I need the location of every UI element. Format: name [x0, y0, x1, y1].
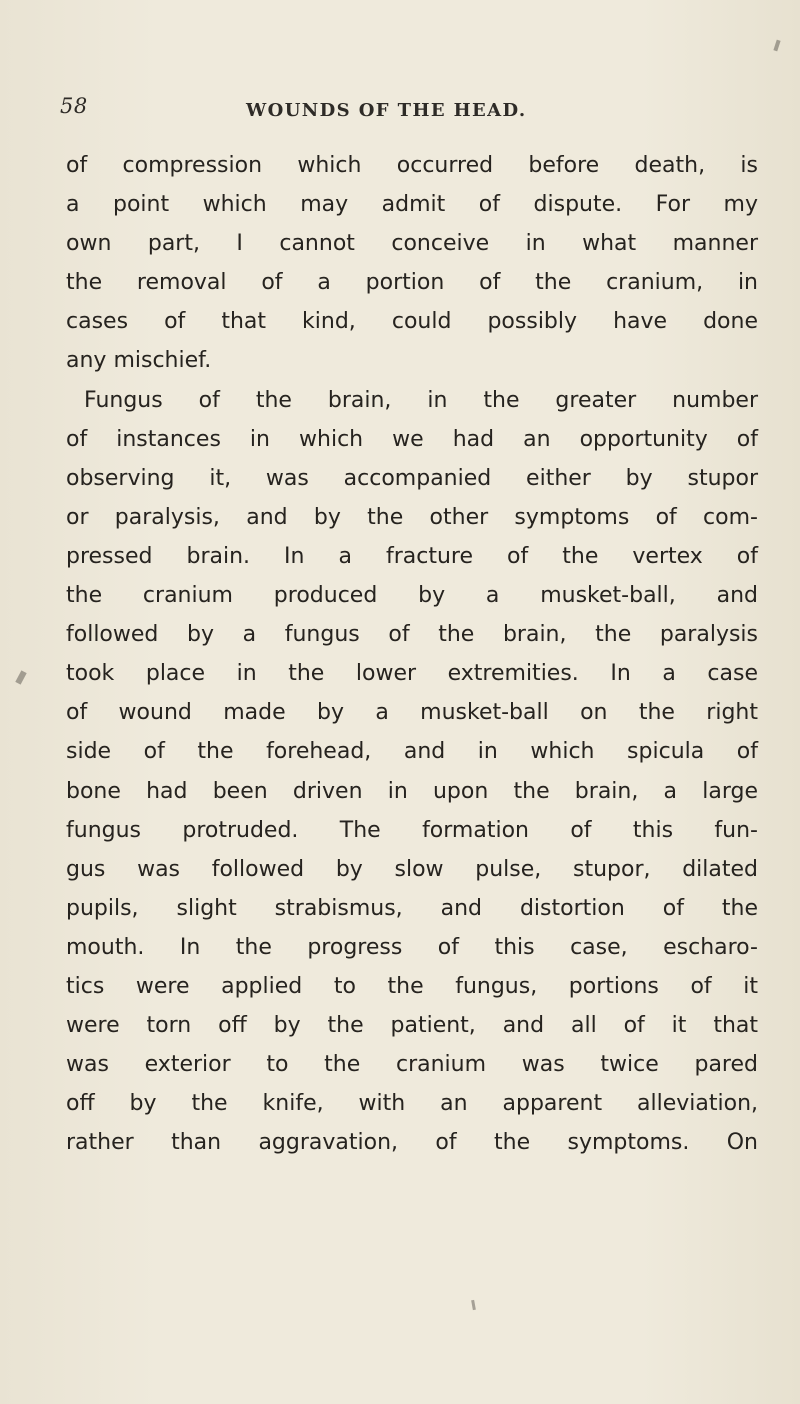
- text-line: pressed brain. In a fracture of the vertex of: [66, 543, 758, 569]
- text-line: side of the forehead, and in which spicula of: [66, 739, 758, 765]
- text-line: Fungus of the brain, in the greater number: [84, 387, 758, 413]
- text-line: cases of that kind, could possibly have done: [66, 309, 758, 335]
- body-text: [66, 146, 758, 1162]
- text-line: off by the knife, with an apparent alleviation,: [66, 1091, 758, 1117]
- running-title: WOUNDS OF THE HEAD.: [246, 100, 527, 121]
- paper-speck: [471, 1300, 476, 1310]
- text-line: bone had been driven in upon the brain, a large: [66, 778, 758, 804]
- text-line: was exterior to the cranium was twice pared: [66, 1052, 758, 1078]
- paper-speck: [15, 670, 26, 684]
- text-line: took place in the lower extremities. In a case: [66, 661, 758, 687]
- text-line: of compression which occurred before death, is: [66, 153, 758, 178]
- text-line: observing it, was accompanied either by stupor: [66, 465, 758, 491]
- text-line: own part, I cannot conceive in what manner: [66, 231, 758, 257]
- text-line: or paralysis, and by the other symptoms of com-: [66, 504, 758, 530]
- text-line: of wound made by a musket-ball on the right: [66, 700, 758, 726]
- page-number: 58: [60, 94, 88, 118]
- text-line: pupils, slight strabismus, and distortion of the: [66, 895, 758, 921]
- text-line: the removal of a portion of the cranium, in: [66, 270, 758, 296]
- text-line: a point which may admit of dispute. For my: [66, 192, 758, 218]
- text-line: mouth. In the progress of this case, escharo-: [66, 934, 758, 960]
- text-line: tics were applied to the fungus, portions of it: [66, 973, 758, 999]
- text-line: any mischief.: [66, 348, 212, 374]
- text-line: were torn off by the patient, and all of it that: [66, 1013, 758, 1039]
- text-line: of instances in which we had an opportunity of: [66, 426, 758, 452]
- paper-speck: [773, 40, 780, 52]
- text-line: followed by a fungus of the brain, the paralysis: [66, 622, 758, 648]
- running-head: [0, 82, 800, 122]
- text-line: gus was followed by slow pulse, stupor, dilated: [66, 856, 758, 882]
- text-line: the cranium produced by a musket-ball, and: [66, 583, 758, 609]
- text-line: rather than aggravation, of the symptoms. On: [66, 1130, 758, 1156]
- text-line: fungus protruded. The formation of this fun-: [66, 817, 758, 843]
